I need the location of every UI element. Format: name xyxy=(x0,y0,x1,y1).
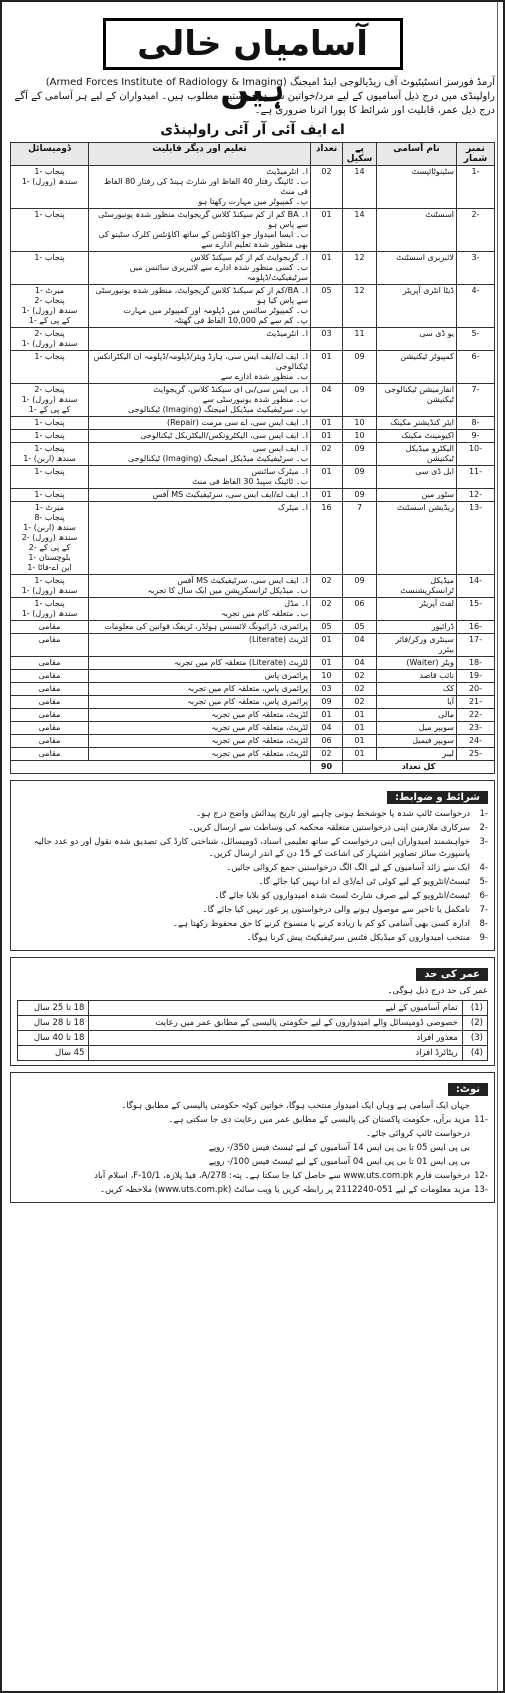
cell-qualification: لٹریٹ، متعلقہ کام میں تجربہ xyxy=(89,722,311,735)
note-text: درخواست ٹائپ کروائی جائے۔ xyxy=(366,1129,470,1139)
table-row xyxy=(11,657,495,670)
cell-domicile: مقامی xyxy=(11,634,89,657)
note-text: مزید معلومات کے لیے 051-2112240 پر رابطہ کریں یا ویب سائٹ (www.uts.com.pk) ملاحظہ کریں۔ xyxy=(100,1185,470,1195)
total-value: 90 xyxy=(311,761,343,774)
cell-qualification: ا۔ ایف ایس سی ب۔ سرٹیفیکیٹ میڈیکل امیجنگ (Imaging) ٹیکنالوجی xyxy=(89,443,311,466)
cell-serial: -16 xyxy=(457,621,495,634)
table-row xyxy=(11,209,495,252)
cell-count: 02 xyxy=(311,575,343,598)
cell-qualification: ا۔ بی ایس سی/بی ای سیکنڈ کلاس، گریجوایٹ ب۔ منظور شدہ یونیورسٹی سے پ۔ سرٹیفیکیٹ میڈیکل امیجنگ (Imaging) ٹیکنالوجی xyxy=(89,384,311,417)
cell-scale: 01 xyxy=(343,722,377,735)
total-empty-cell xyxy=(11,761,311,774)
cell-scale: 14 xyxy=(343,166,377,209)
notes-heading: نوٹ: xyxy=(448,1083,488,1096)
cell-serial: -5 xyxy=(457,328,495,351)
col-serial-header: نمبر شمار xyxy=(457,143,495,166)
cell-post: الیکٹرو میڈیکل ٹیکنیشن xyxy=(377,443,457,466)
cell-scale: 01 xyxy=(343,709,377,722)
table-row xyxy=(11,430,495,443)
note-item xyxy=(17,1170,488,1182)
cell-post: مالی xyxy=(377,709,457,722)
rule-text: نامکمل یا تاخیر سے موصول ہونے والی درخواستوں پر غور نہیں کیا جائے گا۔ xyxy=(202,905,470,915)
cell-qualification: لٹریٹ، متعلقہ کام میں تجربہ xyxy=(89,748,311,761)
cell-qualification: ا۔ ایف ایس سی، سرٹیفیکیٹ MS آفس ب۔ میڈیکل ٹرانسکرپشن میں ایک سال کا تجربہ xyxy=(89,575,311,598)
cell-domicile: پنجاب -1 سندھ (رورل) -1 xyxy=(11,575,89,598)
cell-post: ریڈیشن اسسٹنٹ xyxy=(377,502,457,575)
cell-scale: 12 xyxy=(343,252,377,285)
age-number: (2) xyxy=(462,1016,487,1031)
cell-post: لائبریری اسسٹنٹ xyxy=(377,252,457,285)
age-limit-section xyxy=(10,957,495,1066)
cell-qualification: ا۔ انٹرمیڈیٹ xyxy=(89,328,311,351)
cell-scale: 10 xyxy=(343,430,377,443)
cell-domicile: میرٹ -1 پنجاب -2 سندھ (رورل) -1 کے پی کے -1 xyxy=(11,285,89,328)
rule-item xyxy=(17,890,488,902)
cell-qualification: لٹریٹ (Literate) متعلقہ کام میں تجربہ xyxy=(89,657,311,670)
cell-scale: 04 xyxy=(343,634,377,657)
age-value: 18 تا 25 سال xyxy=(18,1001,89,1016)
cell-post: ایئر کنڈیشنر مکینک xyxy=(377,417,457,430)
cell-count: 09 xyxy=(311,696,343,709)
age-limit-body xyxy=(18,1001,488,1061)
cell-serial: -11 xyxy=(457,466,495,489)
cell-count: 01 xyxy=(311,657,343,670)
vacancy-table-body xyxy=(11,166,495,761)
age-value: 45 سال xyxy=(18,1046,89,1061)
cell-count: 04 xyxy=(311,722,343,735)
cell-serial: -6 xyxy=(457,351,495,384)
cell-post: ایل ڈی سی xyxy=(377,466,457,489)
conditions-heading: شرائط و ضوابط: xyxy=(387,791,488,804)
cell-post: اکیومینٹ مکینک xyxy=(377,430,457,443)
cell-domicile: پنجاب -2 سندھ (رورل) -1 xyxy=(11,328,89,351)
rule-number: -4 xyxy=(479,863,488,873)
cell-serial: -8 xyxy=(457,417,495,430)
cell-count: 06 xyxy=(311,735,343,748)
rule-text: سرکاری ملازمین اپنی درخواستیں متعلقہ محکمہ کی وساطت سے ارسال کریں۔ xyxy=(188,823,470,833)
table-row xyxy=(11,285,495,328)
cell-count: 01 xyxy=(311,466,343,489)
page-title: آسامیاں خالی ہیں xyxy=(103,18,403,70)
table-row xyxy=(11,384,495,417)
note-number: -11 xyxy=(474,1115,488,1125)
total-label: کل تعداد xyxy=(343,761,495,774)
note-item xyxy=(17,1156,488,1168)
cell-post: میڈیکل ٹرانسکرپشنسٹ xyxy=(377,575,457,598)
cell-serial: -24 xyxy=(457,735,495,748)
age-value: 18 تا 28 سال xyxy=(18,1016,89,1031)
rule-text: درخواست ٹائپ شدہ یا خوشخط ہونی چاہیے اور تاریخ پیدائش واضح درج ہو۔ xyxy=(196,809,470,819)
age-number: (1) xyxy=(462,1001,487,1016)
cell-post: لیبر xyxy=(377,748,457,761)
cell-count: 02 xyxy=(311,443,343,466)
rule-number: -6 xyxy=(479,891,488,901)
cell-serial: -20 xyxy=(457,683,495,696)
rule-item xyxy=(17,822,488,834)
cell-domicile: پنجاب -1 xyxy=(11,252,89,285)
age-text: ریٹائرڈ افراد xyxy=(89,1046,462,1061)
cell-serial: -14 xyxy=(457,575,495,598)
note-item xyxy=(17,1128,488,1140)
cell-qualification: ا۔ انٹرمیڈیٹ ب۔ ٹائپنگ رفتار 40 الفاظ اور شارٹ ہینڈ کی رفتار 80 الفاظ فی منٹ پ۔ کمپیوٹر میں مہارت رکھتا ہو xyxy=(89,166,311,209)
cell-count: 02 xyxy=(311,598,343,621)
conditions-section xyxy=(10,780,495,951)
cell-scale: 06 xyxy=(343,598,377,621)
cell-count: 01 xyxy=(311,709,343,722)
cell-scale: 01 xyxy=(343,735,377,748)
rule-item xyxy=(17,836,488,860)
note-text: درخواست فارم www.uts.com.pk سے حاصل کیا جا سکتا ہے۔ پتہ: 278/A، فیڈ پلازہ، F-10/1، اسلام آباد xyxy=(94,1171,470,1181)
cell-qualification: لٹریٹ، متعلقہ کام میں تجربہ xyxy=(89,735,311,748)
note-number xyxy=(470,1156,488,1168)
notes-list xyxy=(17,1100,488,1196)
note-item xyxy=(17,1184,488,1196)
cell-serial: -17 xyxy=(457,634,495,657)
cell-scale: 09 xyxy=(343,384,377,417)
cell-serial: -18 xyxy=(457,657,495,670)
cell-scale: 05 xyxy=(343,621,377,634)
cell-serial: -9 xyxy=(457,430,495,443)
cell-domicile: مقامی xyxy=(11,748,89,761)
cell-domicile: پنجاب -1 xyxy=(11,489,89,502)
cell-scale: 09 xyxy=(343,466,377,489)
cell-scale: 01 xyxy=(343,748,377,761)
cell-serial: -15 xyxy=(457,598,495,621)
cell-domicile: مقامی xyxy=(11,683,89,696)
cell-post: یو ڈی سی xyxy=(377,328,457,351)
cell-domicile: مقامی xyxy=(11,657,89,670)
cell-post: انفارمیشن ٹیکنالوجی ٹیکنیشن xyxy=(377,384,457,417)
cell-qualification: ا۔ ایف ایس سی، اے سی مرمت (Repair) xyxy=(89,417,311,430)
cell-serial: -19 xyxy=(457,670,495,683)
cell-scale: 02 xyxy=(343,670,377,683)
cell-domicile: پنجاب -2 سندھ (رورل) -1 کے پی کے -1 xyxy=(11,384,89,417)
age-text: تمام آسامیوں کے لیے xyxy=(89,1001,462,1016)
table-row xyxy=(11,709,495,722)
rule-number: -7 xyxy=(479,905,488,915)
cell-serial: -23 xyxy=(457,722,495,735)
cell-domicile: مقامی xyxy=(11,735,89,748)
cell-count: 01 xyxy=(311,351,343,384)
cell-count: 03 xyxy=(311,328,343,351)
cell-domicile: پنجاب -1 سندھ (رورل) -1 xyxy=(11,598,89,621)
rule-text: منتخب امیدواروں کو میڈیکل فٹنس سرٹیفیکیٹ پیش کرنا ہوگا۔ xyxy=(246,933,470,943)
cell-scale: 7 xyxy=(343,502,377,575)
table-row xyxy=(11,328,495,351)
cell-post: کک xyxy=(377,683,457,696)
table-row xyxy=(11,489,495,502)
note-number xyxy=(470,1128,488,1140)
cell-serial: -7 xyxy=(457,384,495,417)
cell-count: 03 xyxy=(311,683,343,696)
cell-qualification: لٹریٹ (Literate) xyxy=(89,634,311,657)
col-count-header: تعداد xyxy=(311,143,343,166)
intro-paragraph: آرمڈ فورسز انسٹیٹیوٹ آف ریڈیالوجی اینڈ امیجنگ (Armed Forces Institute of Radiology & Imaging) راولپنڈی میں درج ذیل آسامیوں کے لیے مرد/خواتین سے درخواستیں مطلوب ہیں۔ امیدواران کے لیے ہر آسامی کے آگے درج ذیل عمر، قابلیت اور شرائط کا پورا اترنا ضروری ہے۔ xyxy=(14,77,495,116)
cell-serial: -25 xyxy=(457,748,495,761)
cell-domicile: پنجاب -1 xyxy=(11,209,89,252)
cell-serial: -10 xyxy=(457,443,495,466)
cell-count: 01 xyxy=(311,209,343,252)
age-row xyxy=(18,1031,488,1046)
cell-qualification: ا۔ گریجوایٹ کم از کم سیکنڈ کلاس ب۔ کسی منظور شدہ ادارے سے لائبریری سائنس میں سرٹیفیکیٹ/ڈپلومہ xyxy=(89,252,311,285)
cell-scale: 04 xyxy=(343,657,377,670)
cell-count: 01 xyxy=(311,252,343,285)
note-text: بی پی ایس 01 تا بی پی ایس 04 آسامیوں کے لیے ٹیسٹ فیس 100/- روپے xyxy=(208,1157,470,1167)
note-number xyxy=(470,1100,488,1112)
cell-count: 01 xyxy=(311,634,343,657)
age-value: 18 تا 40 سال xyxy=(18,1031,89,1046)
cell-domicile: مقامی xyxy=(11,621,89,634)
rule-text: ٹیسٹ/انٹرویو کے لیے صرف شارٹ لسٹ شدہ امیدواروں کو بلایا جائے گا۔ xyxy=(214,891,470,901)
note-number: -13 xyxy=(474,1185,488,1195)
table-row xyxy=(11,696,495,709)
cell-qualification: ا۔ ایف ایس سی، الیکٹرونکس/الیکٹریکل ٹیکنالوجی xyxy=(89,430,311,443)
note-number: -12 xyxy=(474,1171,488,1181)
table-row xyxy=(11,166,495,209)
rule-item xyxy=(17,862,488,874)
cell-count: 02 xyxy=(311,748,343,761)
rule-number: -9 xyxy=(479,933,488,943)
cell-scale: 12 xyxy=(343,285,377,328)
cell-post: سینٹری ورکر/فائر بیئرر xyxy=(377,634,457,657)
rule-item xyxy=(17,904,488,916)
cell-domicile: مقامی xyxy=(11,709,89,722)
cell-count: 16 xyxy=(311,502,343,575)
table-row xyxy=(11,722,495,735)
cell-qualification: ا۔ ایف اے/ایف ایس سی، سرٹیفیکیٹ MS آفس xyxy=(89,489,311,502)
cell-post: کمپیوٹر ٹیکنیشن xyxy=(377,351,457,384)
table-row xyxy=(11,351,495,384)
rule-text: ایک سے زائد آسامیوں کے لیے الگ الگ درخواستیں جمع کروائی جائیں۔ xyxy=(226,863,470,873)
age-limit-heading: عمر کی حد xyxy=(416,968,488,981)
cell-post: نائب قاصد xyxy=(377,670,457,683)
cell-post: سٹور مین xyxy=(377,489,457,502)
age-number: (4) xyxy=(462,1046,487,1061)
age-row xyxy=(18,1001,488,1016)
age-limit-note: عمر کی حد درج ذیل ہوگی۔ xyxy=(387,986,488,996)
cell-qualification: ا۔ BA کم از کم سیکنڈ کلاس گریجوایٹ منظور شدہ یونیورسٹی سے پاس ہو ب۔ ایسا امیدوار جو اکاؤنٹس کے ساتھ اکاؤنٹس کلرک سٹینو کی بھی منظور شدہ تعلیم ادارے سے xyxy=(89,209,311,252)
cell-domicile: مقامی xyxy=(11,722,89,735)
col-qualification-header: تعلیم اور دیگر قابلیت xyxy=(89,143,311,166)
table-row xyxy=(11,634,495,657)
cell-count: 02 xyxy=(311,166,343,209)
cell-count: 05 xyxy=(311,285,343,328)
note-item xyxy=(17,1142,488,1154)
rule-item xyxy=(17,918,488,930)
rule-number: -5 xyxy=(479,877,488,887)
cell-domicile: پنجاب -1 xyxy=(11,351,89,384)
cell-post: لفٹ آپریٹر xyxy=(377,598,457,621)
cell-domicile: پنجاب -1 سندھ (رورل) -1 xyxy=(11,166,89,209)
note-item xyxy=(17,1100,488,1112)
table-row xyxy=(11,466,495,489)
cell-post: سٹینوٹائپسٹ xyxy=(377,166,457,209)
col-post-header: نام آسامی xyxy=(377,143,457,166)
note-text: مزید برآں، حکومت پاکستان کی پالیسی کے مطابق عمر میں رعایت دی جا سکتی ہے۔ xyxy=(168,1115,470,1125)
rule-text: ادارہ کسی بھی آسامی کو کم یا زیادہ کرنے یا منسوخ کرنے کا حق محفوظ رکھتا ہے۔ xyxy=(173,919,470,929)
cell-qualification: ا۔ BA/کم از کم سیکنڈ کلاس گریجوایٹ، منظور شدہ یونیورسٹی سے پاس کیا ہو ب۔ کمپیوٹر سائنس میں ڈپلومہ اور کمپیوٹر میں مہارت پ۔ کم سے کم 10,000 الفاظ فی گھنٹہ xyxy=(89,285,311,328)
cell-scale: 02 xyxy=(343,696,377,709)
note-text: جہاں ایک آسامی ہے وہاں ایک امیدوار منتخب ہوگا، خواتین کوٹہ حکومتی پالیسی کے مطابق ہوگا۔ xyxy=(121,1101,470,1111)
cell-serial: -22 xyxy=(457,709,495,722)
col-domicile-header: ڈومیسائل xyxy=(11,143,89,166)
cell-serial: -1 xyxy=(457,166,495,209)
cell-scale: 09 xyxy=(343,351,377,384)
age-number: (3) xyxy=(462,1031,487,1046)
conditions-list xyxy=(17,808,488,944)
col-scale-header: پے سکیل xyxy=(343,143,377,166)
rule-item xyxy=(17,876,488,888)
table-row xyxy=(11,683,495,696)
cell-scale: 09 xyxy=(343,575,377,598)
note-item xyxy=(17,1114,488,1126)
cell-post: ڈیٹا انٹری آپریٹر xyxy=(377,285,457,328)
table-header-row xyxy=(11,143,495,166)
cell-qualification: پرائمری پاس، متعلقہ کام میں تجربہ xyxy=(89,696,311,709)
table-row xyxy=(11,252,495,285)
table-row xyxy=(11,443,495,466)
cell-qualification: ا۔ میٹرک xyxy=(89,502,311,575)
table-row xyxy=(11,575,495,598)
age-text: خصوصی ڈومیسائل والے امیدواروں کے لیے حکومتی پالیسی کے مطابق عمر میں رعایت xyxy=(89,1016,462,1031)
cell-count: 05 xyxy=(311,621,343,634)
cell-domicile: مقامی xyxy=(11,670,89,683)
cell-serial: -12 xyxy=(457,489,495,502)
notes-section xyxy=(10,1072,495,1203)
cell-post: آیا xyxy=(377,696,457,709)
table-row xyxy=(11,621,495,634)
cell-scale: 02 xyxy=(343,683,377,696)
cell-domicile: پنجاب -1 xyxy=(11,417,89,430)
cell-count: 01 xyxy=(311,417,343,430)
cell-post: سویپر فیمیل xyxy=(377,735,457,748)
cell-qualification: ا۔ مڈل ب۔ متعلقہ کام میں تجربہ xyxy=(89,598,311,621)
rule-item xyxy=(17,808,488,820)
cell-serial: -2 xyxy=(457,209,495,252)
rule-number: -2 xyxy=(479,823,488,833)
rule-text: ٹیسٹ/انٹرویو کے لیے کوئی ٹی اے/ڈی اے ادا نہیں کیا جائے گا۔ xyxy=(258,877,470,887)
table-row xyxy=(11,670,495,683)
rule-number: -8 xyxy=(479,919,488,929)
cell-scale: 09 xyxy=(343,443,377,466)
table-row xyxy=(11,598,495,621)
table-row xyxy=(11,502,495,575)
table-row xyxy=(11,417,495,430)
cell-post: اسسٹنٹ xyxy=(377,209,457,252)
cell-qualification: ا۔ میٹرک سائنس ب۔ ٹائپنگ سپیڈ 30 الفاظ فی منٹ xyxy=(89,466,311,489)
rule-item xyxy=(17,932,488,944)
age-text: معذور افراد xyxy=(89,1031,462,1046)
table-row xyxy=(11,748,495,761)
cell-post: ڈرائیور xyxy=(377,621,457,634)
cell-scale: 09 xyxy=(343,489,377,502)
cell-serial: -13 xyxy=(457,502,495,575)
cell-serial: -4 xyxy=(457,285,495,328)
note-text: بی پی ایس 05 تا بی پی ایس 14 آسامیوں کے لیے ٹیسٹ فیس 350/- روپے xyxy=(208,1143,470,1153)
age-row xyxy=(18,1016,488,1031)
cell-count: 04 xyxy=(311,384,343,417)
cell-qualification: پرائمری پاس، متعلقہ کام میں تجربہ xyxy=(89,683,311,696)
cell-serial: -3 xyxy=(457,252,495,285)
cell-post: ویٹر (Waiter) xyxy=(377,657,457,670)
age-limit-table xyxy=(17,1000,488,1061)
cell-domicile: پنجاب -1 xyxy=(11,430,89,443)
cell-qualification: ا۔ ایف اے/ایف ایس سی، ہارڈ ویئر/ڈپلومہ/ڈپلومہ ان الیکٹرانکس ٹیکنالوجی ب۔ منظور شدہ ادارے سے xyxy=(89,351,311,384)
total-row xyxy=(11,761,495,774)
rule-number: -3 xyxy=(479,837,488,847)
cell-scale: 14 xyxy=(343,209,377,252)
cell-domicile: مقامی xyxy=(11,696,89,709)
cell-scale: 11 xyxy=(343,328,377,351)
cell-qualification: پرائمری پاس xyxy=(89,670,311,683)
table-row xyxy=(11,735,495,748)
cell-qualification: لٹریٹ، متعلقہ کام میں تجربہ xyxy=(89,709,311,722)
rule-text: خواہشمند امیدواران اپنی درخواست کے ساتھ تعلیمی اسناد، ڈومیسائل، شناختی کارڈ کی تصدیق شدہ نقول اور دو عدد حالیہ پاسپورٹ سائز تصاویر اشتہار کی اشاعت کے 15 دن کے اندر ارسال کریں۔ xyxy=(33,837,470,859)
cell-count: 10 xyxy=(311,670,343,683)
cell-domicile: میرٹ -1 پنجاب -8 سندھ (اربن) -1 سندھ (رورل) -2 کے پی کے -2 بلوچستان -1 این اے-فاٹا -1 xyxy=(11,502,89,575)
cell-domicile: پنجاب -1 سندھ (اربن) -1 xyxy=(11,443,89,466)
cell-serial: -21 xyxy=(457,696,495,709)
institute-subtitle: اے ایف آئی آر آئی راولپنڈی xyxy=(160,122,345,138)
cell-qualification: پرائمری، ڈرائیونگ لائسنس ہولڈر، ٹریفک قوانین کی معلومات xyxy=(89,621,311,634)
rule-number: -1 xyxy=(479,809,488,819)
cell-post: سویپر میل xyxy=(377,722,457,735)
page-edge-strip xyxy=(497,2,503,1691)
vacancy-table xyxy=(10,142,495,774)
cell-domicile: پنجاب -1 xyxy=(11,466,89,489)
cell-scale: 10 xyxy=(343,417,377,430)
cell-count: 01 xyxy=(311,430,343,443)
cell-count: 01 xyxy=(311,489,343,502)
note-number xyxy=(470,1142,488,1154)
age-row xyxy=(18,1046,488,1061)
